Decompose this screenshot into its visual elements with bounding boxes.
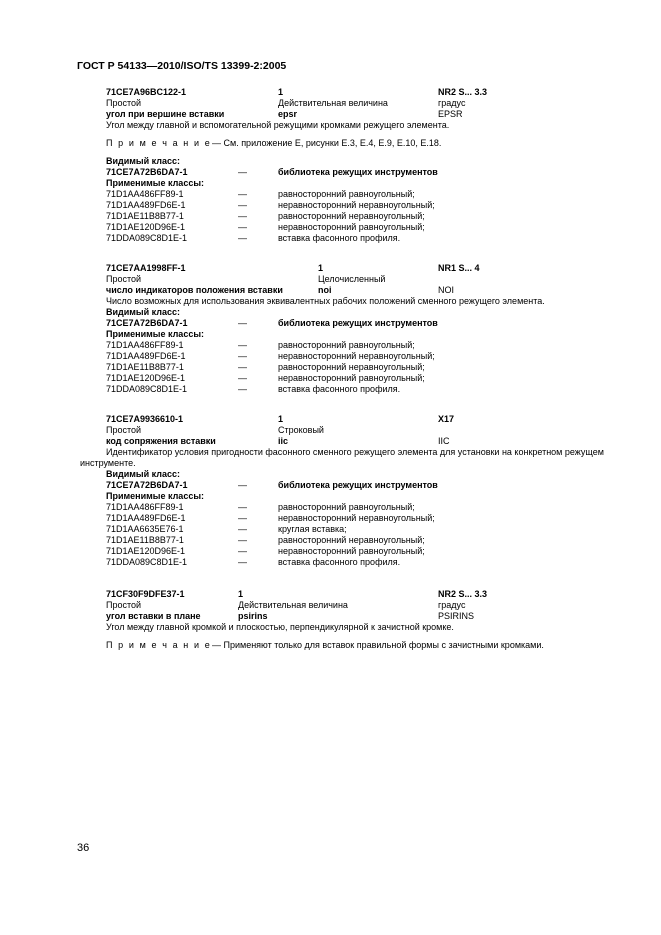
library-code: 71CE7A72B6DA7-1 — [106, 480, 188, 490]
entry-symbol: psirins — [238, 611, 268, 621]
dash: — — [238, 200, 247, 210]
dash: — — [238, 351, 247, 361]
library-name: библиотека режущих инструментов — [278, 318, 438, 328]
dash: — — [238, 318, 247, 328]
entry-type: Простой — [106, 274, 142, 284]
class-row — [106, 513, 626, 524]
class-desc: вставка фасонного профиля. — [278, 557, 401, 567]
class-code: 71D1AE120D96E-1 — [106, 222, 186, 232]
class-code: 71D1AA486FF89-1 — [106, 502, 184, 512]
page-number: 36 — [77, 842, 90, 854]
class-row — [106, 557, 626, 568]
class-row — [106, 373, 626, 384]
class-row — [106, 546, 626, 557]
entry-definition: Угол между главной и вспомогательной режущими кромками режущего элемента. — [106, 120, 450, 130]
dash: — — [238, 524, 247, 534]
dash: — — [238, 233, 247, 243]
class-desc: равносторонний неравноугольный; — [278, 535, 425, 545]
dash: — — [238, 384, 247, 394]
class-code: 71D1AA489FD6E-1 — [106, 200, 186, 210]
entry-definition: Угол между главной кромкой и плоскостью, перпендикулярной к зачистной кромке. — [106, 622, 454, 632]
dash: — — [238, 211, 247, 221]
applicable-classes-label: Применимые классы: — [106, 329, 205, 339]
dash: — — [238, 189, 247, 199]
class-desc: вставка фасонного профиля. — [278, 233, 401, 243]
class-row — [106, 502, 626, 513]
class-desc: неравносторонний неравноугольный; — [278, 200, 435, 210]
class-code: 71D1AA489FD6E-1 — [106, 513, 186, 523]
class-desc: неравносторонний неравноугольный; — [278, 351, 435, 361]
document-header: ГОСТ Р 54133—2010/ISO/TS 13399-2:2005 — [77, 60, 287, 72]
library-code: 71CE7A72B6DA7-1 — [106, 318, 188, 328]
library-name: библиотека режущих инструментов — [278, 480, 438, 490]
class-desc: вставка фасонного профиля. — [278, 384, 401, 394]
class-code: 71D1AE11B8B77-1 — [106, 211, 184, 221]
entry-format: NR2 S... 3.3 — [438, 87, 488, 97]
entry-unit: градус — [438, 98, 466, 108]
class-code: 71D1AE120D96E-1 — [106, 373, 186, 383]
note-label: П р и м е ч а н и е — [106, 640, 212, 650]
class-row — [106, 233, 626, 244]
class-code: 71DDA089C8D1E-1 — [106, 557, 188, 567]
entry-id: 71CE7A9936610-1 — [106, 414, 184, 424]
entry-name: угол вставки в плане — [106, 611, 201, 621]
class-code: 71DDA089C8D1E-1 — [106, 384, 188, 394]
entry-id: 71CE7AA1998FF-1 — [106, 263, 186, 273]
applicable-classes-label: Применимые классы: — [106, 178, 205, 188]
class-row — [106, 384, 626, 395]
entry-symbol: noi — [318, 285, 332, 295]
note-label: П р и м е ч а н и е — [106, 138, 212, 148]
entry-code: IIC — [438, 436, 450, 446]
class-code: 71D1AA489FD6E-1 — [106, 351, 186, 361]
class-desc: равносторонний равноугольный; — [278, 340, 415, 350]
entry-3 — [80, 414, 626, 568]
dash: — — [238, 167, 247, 177]
entry-definition: Число возможных для использования эквивалентных рабочих положений сменного режущего элемента. — [106, 296, 545, 306]
class-code: 71D1AE11B8B77-1 — [106, 362, 184, 372]
entry-unit: градус — [438, 600, 466, 610]
class-code: 71D1AA486FF89-1 — [106, 189, 184, 199]
class-desc: неравносторонний равноугольный; — [278, 222, 425, 232]
entry-code: NOI — [438, 285, 455, 295]
class-desc: равносторонний неравноугольный; — [278, 362, 425, 372]
dash: — — [238, 513, 247, 523]
entry-type: Простой — [106, 425, 142, 435]
entry-note — [106, 138, 626, 149]
entry-name: число индикаторов положения вставки — [106, 285, 283, 295]
class-row — [106, 189, 626, 200]
entry-2 — [106, 263, 626, 395]
class-desc: круглая вставка; — [278, 524, 347, 534]
entry-id: 71CF30F9DFE37-1 — [106, 589, 185, 599]
dash: — — [238, 480, 247, 490]
class-desc: неравносторонний неравноугольный; — [278, 513, 435, 523]
entry-definition: Идентификатор условия пригодности фасонного сменного режущего элемента для установки на конкретном режущем инструменте. — [80, 447, 604, 468]
entry-symbol: epsr — [278, 109, 298, 119]
class-row — [106, 351, 626, 362]
class-code: 71D1AA6635E76-1 — [106, 524, 184, 534]
class-code: 71D1AE11B8B77-1 — [106, 535, 184, 545]
dash: — — [238, 340, 247, 350]
class-desc: неравносторонний равноугольный; — [278, 546, 425, 556]
entry-cardinality: 1 — [278, 414, 284, 424]
class-desc: равносторонний равноугольный; — [278, 189, 415, 199]
entry-code: EPSR — [438, 109, 463, 119]
class-code: 71D1AA486FF89-1 — [106, 340, 184, 350]
library-code: 71CE7A72B6DA7-1 — [106, 167, 188, 177]
class-row — [106, 200, 626, 211]
library-name: библиотека режущих инструментов — [278, 167, 438, 177]
class-desc: равносторонний неравноугольный; — [278, 211, 425, 221]
dash: — — [238, 222, 247, 232]
visible-class-label: Видимый класс: — [106, 156, 180, 166]
entry-name: код сопряжения вставки — [106, 436, 216, 446]
class-desc: равносторонний равноугольный; — [278, 502, 415, 512]
entry-datatype: Целочисленный — [318, 274, 386, 284]
note-text: — Применяют только для вставок правильной формы с зачистными кромками. — [212, 640, 544, 650]
entry-type: Простой — [106, 600, 142, 610]
dash: — — [238, 362, 247, 372]
dash: — — [238, 373, 247, 383]
entry-cardinality: 1 — [238, 589, 244, 599]
visible-class-label: Видимый класс: — [106, 307, 180, 317]
entry-id: 71CE7A96BC122-1 — [106, 87, 187, 97]
entry-datatype: Строковый — [278, 425, 324, 435]
class-row — [106, 524, 626, 535]
entry-symbol: iic — [278, 436, 289, 446]
entry-datatype: Действительная величина — [278, 98, 388, 108]
dash: — — [238, 546, 247, 556]
class-row — [106, 211, 626, 222]
class-row — [106, 222, 626, 233]
entry-type: Простой — [106, 98, 142, 108]
class-code: 71DDA089C8D1E-1 — [106, 233, 188, 243]
entry-datatype: Действительная величина — [238, 600, 348, 610]
class-row — [106, 362, 626, 373]
entry-format: NR2 S... 3.3 — [438, 589, 488, 599]
entry-code: PSIRINS — [438, 611, 475, 621]
entry-4 — [106, 589, 626, 651]
entry-1 — [106, 87, 626, 244]
class-desc: неравносторонний равноугольный; — [278, 373, 425, 383]
entry-cardinality: 1 — [278, 87, 284, 97]
entry-format: X17 — [438, 414, 455, 424]
visible-class-label: Видимый класс: — [106, 469, 180, 479]
entry-name: угол при вершине вставки — [106, 109, 225, 119]
note-text: — См. приложение Е, рисунки Е.3, Е.4, Е.9, Е.10, Е.18. — [212, 138, 442, 148]
dash: — — [238, 557, 247, 567]
applicable-classes-label: Применимые классы: — [106, 491, 205, 501]
class-code: 71D1AE120D96E-1 — [106, 546, 186, 556]
entry-format: NR1 S... 4 — [438, 263, 480, 273]
dash: — — [238, 502, 247, 512]
class-row — [106, 340, 626, 351]
dash: — — [238, 535, 247, 545]
class-row — [106, 535, 626, 546]
entry-note — [106, 640, 626, 651]
entry-cardinality: 1 — [318, 263, 324, 273]
